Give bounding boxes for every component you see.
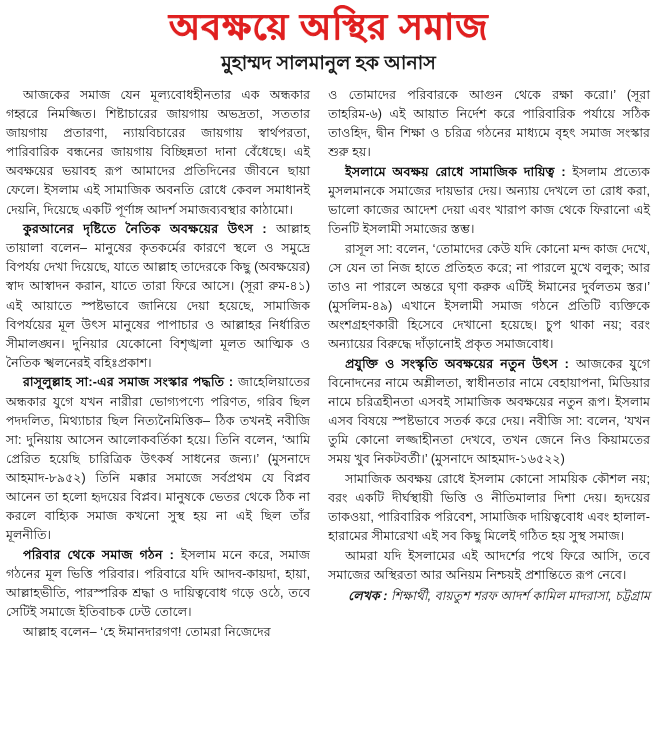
paragraph xyxy=(328,240,650,355)
author-credit-label: লেখক : xyxy=(348,588,391,603)
paragraph-text: আল্লাহ বলেন– ‘হে ঈমানদারগণ! তোমরা নিজেদের xyxy=(23,624,271,639)
author-credit-text: শিক্ষার্থী, বায়তুশ শরফ আদর্শ কামিল মাদরাসা, চট্টগ্রাম xyxy=(390,588,650,603)
paragraph-text: সামাজিক অবক্ষয় রোধে ইসলাম কোনো সাময়িক কৌশল নয়; বরং একটি দীর্ঘস্থায়ী ভিত্তি ও নীতিমালার দিশা দেয়। হৃদয়ের তাকওয়া, পারিবারিক পরিবেশ, সামাজিক দায়িত্ববোধ এবং হালাল-হারামের সীমারেখা এই সব কিছু মিলেই গঠিত হয় সুস্থ সমাজ। xyxy=(328,471,650,544)
paragraph-text: ইসলাম মনে করে, সমাজ গঠনের মূল ভিত্তি পরিবার। পরিবারে যদি আদব-কায়দা, হায়া, আল্লাহভীতি, পারস্পরিক শ্রদ্ধা ও দায়িত্ববোধ গড়ে ওঠে, তবে সেটিই সমাজে ইতিবাচক ঢেউ তোলে। xyxy=(6,547,311,620)
paragraph-heading: প্রযুক্তি ও সংস্কৃতি অবক্ষয়ের নতুন উৎস : xyxy=(345,356,576,371)
paragraph xyxy=(6,220,310,373)
paragraph-heading: কুরআনের দৃষ্টিতে নৈতিক অবক্ষয়ের উৎস : xyxy=(23,222,277,237)
paragraph-heading: পরিবার থেকে সমাজ গঠন : xyxy=(23,547,181,562)
paragraph-heading: রাসূলুল্লাহ সা:-এর সমাজ সংস্কার পদ্ধতি : xyxy=(23,375,238,390)
column-left xyxy=(6,86,319,642)
author-credit xyxy=(328,587,650,606)
paragraph xyxy=(6,546,310,622)
paragraph-text: আজকের সমাজ যেন মূল্যবোধহীনতার এক অন্ধকার গহ্বরে নিমজ্জিত। শিষ্টাচারের জায়গায় অভদ্রতা, সততার জায়গায় প্রতারণা, ন্যায়বিচারের জায়গায় স্বার্থপরতা, পারিবারিক বন্ধনের জায়গায় বিচ্ছিন্নতা দানা বেঁধেছে। এই অবক্ষয়ের ভয়াবহ রূপ আমাদের প্রতিদিনের জীবনে ছায়া ফেলে। ইসলাম এই সামাজিক অবনতি রোধে কেবল সমাধানই দেয়নি, দিয়েছে একটি পূর্ণাঙ্গ আদর্শ সমাজব্যবস্থার কাঠামো। xyxy=(6,88,311,217)
article-author-byline: মুহাম্মদ সালমানুল হক আনাস xyxy=(221,53,436,74)
paragraph-heading: ইসলামে অবক্ষয় রোধে সামাজিক দায়িত্ব : xyxy=(345,164,573,179)
article-body xyxy=(0,77,657,642)
paragraph xyxy=(328,547,650,585)
paragraph xyxy=(6,373,310,545)
page-title: অবক্ষয়ে অস্থির সমাজ xyxy=(168,6,489,47)
paragraph xyxy=(6,86,310,220)
paragraph-text: রাসূল সা: বলেন, ‘তোমাদের কেউ যদি কোনো মন্দ কাজ দেখে, সে যেন তা নিজ হাতে প্রতিহত করে; না পারলে মুখে বলুক; আর তাও না পারলে অন্তরে ঘৃণা করুক এটিই ঈমানের দুর্বলতম স্তর।’ (মুসলিম-৪৯) এখানে ইসলামী সমাজ গঠনে প্রতিটি ব্যক্তিকে অংশগ্রহণকারী হিসেবে দেখানো হয়েছে। চুপ থাকা নয়; বরং অন্যায়ের বিরুদ্ধে দাঁড়ানোই প্রকৃত সমাজবোধ। xyxy=(328,241,650,352)
paragraph-text: আজকের যুগে বিনোদনের নামে অশ্লীলতা, স্বাধীনতার নামে বেহায়াপনা, মিডিয়ার নামে চরিত্রহীনতা এসবই সামাজিক অবক্ষয়ের নতুন রূপ। ইসলাম এসব বিষয়ে স্পষ্টভাবে সতর্ক করে দেয়। নবীজি সা: বলেন, ‘যখন তুমি কোনো লজ্জাহীনতা দেখবে, তখন জেনে নিও কিয়ামতের সময় খুব নিকটবর্তী।’ (মুসনাদে আহমাদ-১৬৫২২) xyxy=(328,356,651,467)
paragraph xyxy=(328,163,650,239)
paragraph xyxy=(328,86,650,162)
paragraph xyxy=(328,355,650,470)
paragraph-text: জাহেলিয়াতের অন্ধকার যুগে যখন নারীরা ভোগ্যপণ্যে পরিণত, গরিব ছিল পদদলিত, মিথ্যাচার ছিল নিত্যনৈমিত্তিক– ঠিক তখনই নবীজি সা: দুনিয়ায় আসেন আলোকবর্তিকা হয়ে। তিনি বলেন, ‘আমি প্রেরিত হয়েছি চারিত্রিক উৎকর্ষ সাধনের জন্য।’ (মুসনাদে আহমাদ-৮৯৫২) তিনি মক্কার সমাজে সর্বপ্রথম যে বিপ্লব আনেন তা হলো হৃদয়ের বিপ্লব। মানুষকে ভেতর থেকে ঠিক না করলে বাহ্যিক সমাজ কখনো সুস্থ হয় না এই ছিল তাঁর মূলনীতি। xyxy=(6,375,311,543)
paragraph-text: ইসলাম প্রত্যেক মুসলমানকে সমাজের দায়ভার দেয়। অন্যায় দেখলে তা রোধ করা, ভালো কাজের আদেশ দেয়া এবং খারাপ কাজ থেকে ফিরানো এই তিনটি ইসলামী সমাজের স্তম্ভ। xyxy=(328,164,650,237)
paragraph xyxy=(6,623,310,642)
paragraph xyxy=(328,470,650,546)
paragraph-text: আমরা যদি ইসলামের এই আদর্শের পথে ফিরে আসি, তবে সমাজের অস্থিরতা আর অনিয়ম নিশ্চয়ই প্রশান্তিতে রূপ নেবে। xyxy=(328,548,650,582)
masthead xyxy=(0,0,657,77)
paragraph-text: আল্লাহ তায়ালা বলেন– মানুষের কৃতকর্মের কারণে স্থলে ও সমুদ্রে বিপর্যয় দেখা দিয়েছে, যাতে আল্লাহ তাদেরকে কিছু (অবক্ষয়ের) স্বাদ আস্বাদন করান, যাতে তারা ফিরে আসে। (সূরা রুম-৪১) এই আয়াতে স্পষ্টভাবে জানিয়ে দেয়া হয়েছে, সামাজিক বিপর্যয়ের মূল উৎস মানুষের পাপাচার ও আল্লাহর নির্ধারিত সীমালঙ্ঘন। দুনিয়ার যেকোনো বিশৃঙ্খলা মূলত আত্মিক ও নৈতিক স্খলনেরই বহিঃপ্রকাশ। xyxy=(6,222,311,370)
column-right xyxy=(319,86,650,606)
paragraph-text: ও তোমাদের পরিবারকে আগুন থেকে রক্ষা করো।’ (সূরা তাহরিম-৬) এই আয়াত নির্দেশ করে পারিবারিক পর্যায়ে সঠিক তাওহিদ, দ্বীন শিক্ষা ও চরিত্র গঠনের মাধ্যমে বৃহৎ সমাজ সংস্কার শুরু হয়। xyxy=(328,88,650,160)
